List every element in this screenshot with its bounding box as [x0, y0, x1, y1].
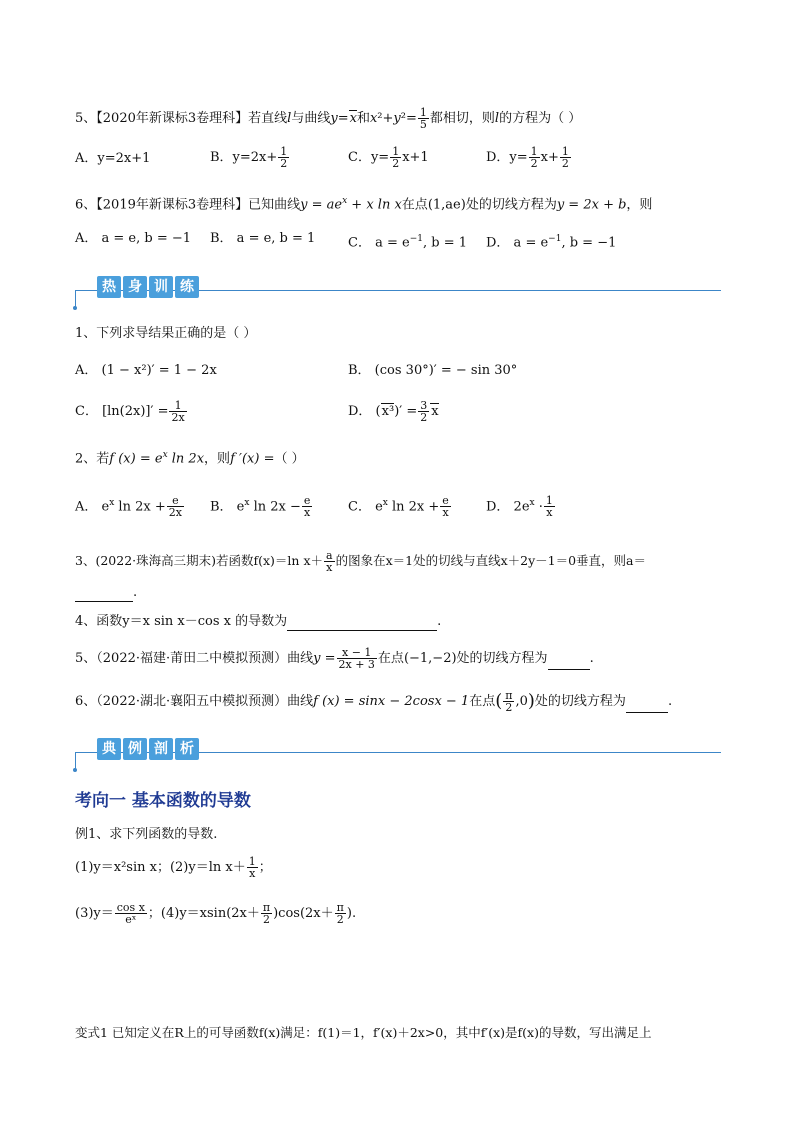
q5-stem: 5、【2020年新课标3卷理科】若直线 — [75, 111, 288, 126]
q5-option-c: C．y= $\frac{1}{2}$ x+1 — [348, 145, 429, 170]
q6-option-c: C． $a = e^{-1}$, b = 1 — [348, 234, 467, 251]
warm-q2-option-c: C． $e^x$ ln 2x + $\frac{e}{x}$ — [348, 494, 449, 520]
variant-1: 变式1 已知定义在R上的可导函数f(x)满足：f(1)＝1，f′(x)＋2x>0，其中f′(x)是f(x)的导数，写出满足上 — [75, 1025, 652, 1040]
warm-q3-answer-line: . — [75, 584, 137, 602]
banner-tab: 热 — [97, 276, 121, 298]
answer-blank[interactable] — [75, 589, 133, 602]
fraction: $\frac{1}{5}$ — [419, 106, 427, 131]
section-heading: 考向一 基本函数的导数 — [75, 791, 251, 811]
warm-q2-option-b: B． $e^x$ ln 2x − $\frac{e}{x}$ — [210, 494, 311, 520]
warm-q1-option-a: A． (1 − x²)′ = 1 − 2x — [75, 363, 217, 378]
example-1-part-1-2: (1)y＝x²sin x；(2)y＝ln x＋ $\frac{1}{x}$ ； — [75, 855, 272, 880]
q6-option-a: A． a = e, b = −1 — [75, 231, 192, 246]
question-6-prev: 6、【2019年新课标3卷理科】已知曲线$y = ae^x + x$ ln x在点(1,ae)处的切线方程为y = 2x + b，则 — [75, 196, 653, 213]
warm-q1-option-d: D． (x³)′ = $\frac{3}{2}$ x — [348, 399, 439, 424]
answer-blank[interactable] — [626, 700, 668, 713]
warm-q5: 5、（2022·福建·莆田二中模拟预测）曲线y = $\frac{x - 1}{2x + 3}$ 在点(−1,−2)处的切线方程为 . — [75, 646, 594, 671]
section-banner-warmup — [75, 276, 721, 306]
answer-blank[interactable] — [287, 618, 437, 631]
banner-tab: 练 — [175, 276, 199, 298]
question-5-prev: 5、【2020年新课标3卷理科】若直线l与曲线y=x和x²+y²= $\frac{1}{5}$ 都相切，则l的方程为（ ） — [75, 106, 582, 131]
warm-q3: 3、(2022·珠海高三期末)若函数f(x)＝ln x＋ $\frac{a}{x}$ 的图象在x＝1处的切线与直线x＋2y－1＝0垂直，则a＝ — [75, 549, 646, 574]
banner-tab: 训 — [149, 276, 173, 298]
warm-q4: 4、函数y＝x sin x－cos x 的导数为 . — [75, 614, 442, 629]
warm-q6: 6、（2022·湖北·襄阳五中模拟预测）曲线f (x) = sinx − 2cosx − 1在点( $\frac{\pi}{2}$ ,0)处的切线方程为 . — [75, 689, 673, 714]
answer-blank[interactable] — [548, 657, 590, 670]
q5-option-a: A．y=2x+1 — [75, 151, 151, 166]
warm-q1-stem: 1、下列求导结果正确的是（ ） — [75, 326, 257, 341]
q6-option-d: D． $a = e^{-1}$, b = −1 — [486, 234, 617, 251]
q5-option-d: D．y= $\frac{1}{2}$ x+ $\frac{1}{2}$ — [486, 145, 569, 170]
example-1-part-3-4: (3)y＝ $\frac{\text{cos x}}{\text{eˣ}}$ ；(4)y＝xsin(2x＋ $\frac{\pi}{2}$ )cos(2x＋ $\frac{\pi}{2}$ ). — [75, 901, 357, 926]
example-1-stem: 例1、求下列函数的导数. — [75, 827, 218, 842]
warm-q2-option-a: A． $e^x$ ln 2x + $\frac{e}{2x}$ — [75, 494, 182, 520]
section-banner-examples — [75, 738, 721, 768]
banner-tab: 例 — [123, 738, 147, 760]
banner-tab: 身 — [123, 276, 147, 298]
warm-q1-option-c: C． [ln(2x)]′ = $\frac{1}{2x}$ — [75, 399, 185, 424]
banner-tab: 析 — [175, 738, 199, 760]
banner-tab: 剖 — [149, 738, 173, 760]
warm-q2-option-d: D． $2e^x$ · $\frac{1}{x}$ — [486, 494, 553, 520]
warm-q2-stem: 2、若f $(x) = e^x$ ln 2x，则f ′(x) =（ ） — [75, 450, 305, 467]
warm-q1-option-b: B． (cos 30°)′ = − sin 30° — [348, 363, 518, 378]
q5-option-b: B．y=2x+ $\frac{1}{2}$ — [210, 145, 288, 170]
q6-option-b: B． a = e, b = 1 — [210, 231, 316, 246]
banner-tab: 典 — [97, 738, 121, 760]
